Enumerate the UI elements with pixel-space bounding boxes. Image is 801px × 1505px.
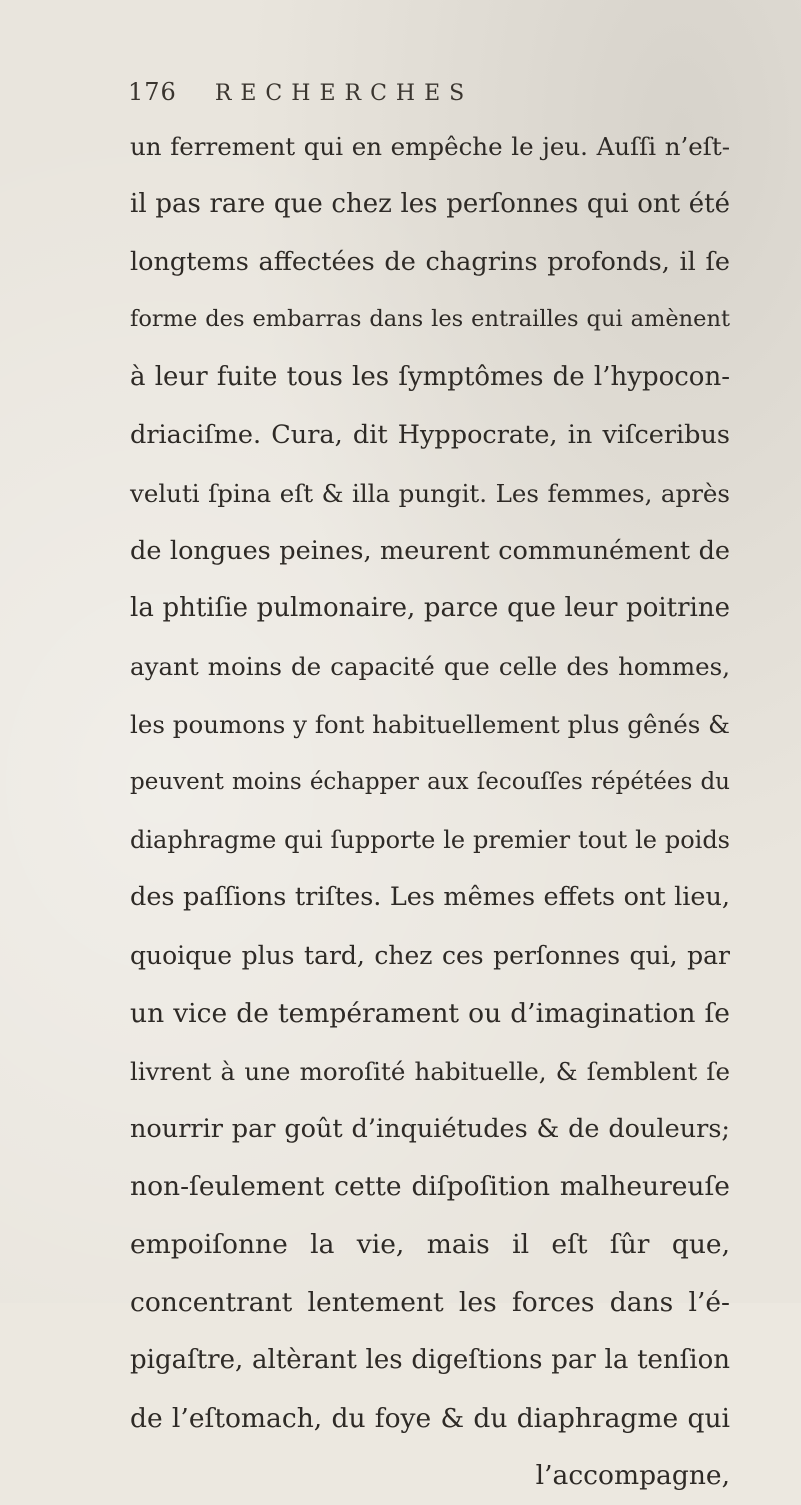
text-line: peuvent moins échapper aux ſecouſſes répétées du xyxy=(130,768,730,795)
text-line: la phtiſie pulmonaire, parce que leur poitrine xyxy=(130,593,730,624)
page-number: 176 xyxy=(128,78,177,106)
running-head xyxy=(128,78,473,114)
text-line: longtems affectées de chagrins profonds, il ſe xyxy=(130,246,730,277)
text-line: empoiſonne la vie, mais il eſt ſûr que, xyxy=(130,1229,730,1261)
text-line: diaphragme qui ſupporte le premier tout le poids xyxy=(130,825,730,854)
catchword: l’accompagne, xyxy=(535,1460,730,1492)
text-line: les poumons y font habituellement plus gênés & xyxy=(130,709,730,739)
text-line: quoique plus tard, chez ces perſonnes qui, par xyxy=(130,941,730,971)
text-line: de longues peines, meurent communément de xyxy=(130,535,730,566)
text-line: concentrant lentement les forces dans l’é- xyxy=(130,1286,730,1318)
text-line: livrent à une moroſité habituelle, & ſemblent ſe xyxy=(130,1056,730,1086)
body-text xyxy=(130,118,730,1505)
text-line: à leur fuite tous les ſymptômes de l’hypocon- xyxy=(130,362,730,393)
text-line: driaciſme. Cura, dit Hyppocrate, in viſceribus xyxy=(130,419,730,450)
text-line: des paſſions triſtes. Les mêmes effets ont lieu, xyxy=(130,882,730,913)
text-line: de l’eſtomach, du foye & du diaphragme qui xyxy=(130,1402,730,1434)
text-line: veluti ſpina eſt & illa pungit. Les femmes, après xyxy=(130,478,730,508)
text-line: il pas rare que chez les perſonnes qui ont été xyxy=(130,188,730,219)
text-line: forme des embarras dans les entrailles qui amènent xyxy=(130,306,730,333)
running-title: RECHERCHES xyxy=(214,81,474,106)
text-line: un ferrement qui en empêche le jeu. Auſſi n’eſt- xyxy=(130,132,730,161)
text-line: nourrir par goût d’inquiétudes & de douleurs; xyxy=(130,1113,730,1144)
text-line: pigaſtre, altèrant les digeſtions par la tenſion xyxy=(130,1344,730,1375)
text-line: non-ſeulement cette diſpoſition malheureuſe xyxy=(130,1171,730,1203)
text-line: ayant moins de capacité que celle des hommes, xyxy=(130,652,730,682)
text-line: un vice de tempérament ou d’imagination ſe xyxy=(130,997,730,1029)
